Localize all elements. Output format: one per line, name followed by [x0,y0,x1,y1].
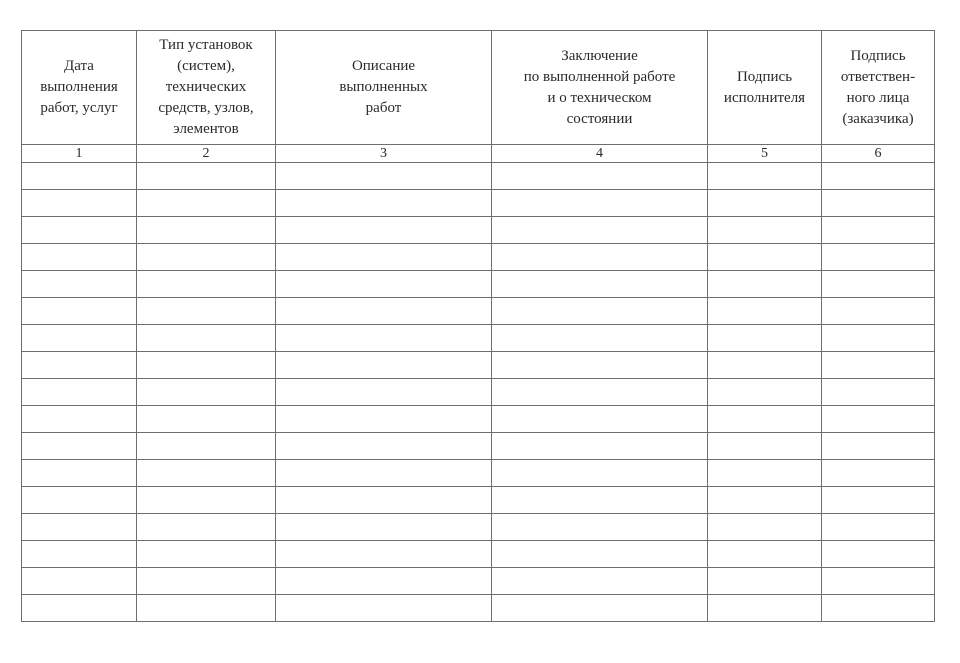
column-number: 5 [708,145,822,163]
empty-cell [492,460,708,487]
empty-cell [22,298,137,325]
empty-cell [22,487,137,514]
empty-cell [492,217,708,244]
empty-cell [708,325,822,352]
empty-cell [276,352,492,379]
empty-cell [822,190,935,217]
empty-cell [22,460,137,487]
empty-cell [276,163,492,190]
empty-cell [822,244,935,271]
empty-cell [708,541,822,568]
empty-cell [276,568,492,595]
empty-cell [492,379,708,406]
empty-cell [137,190,276,217]
empty-cell [137,271,276,298]
header-conclusion: Заключение по выполненной работе и о техническом состоянии [492,31,708,145]
empty-cell [492,298,708,325]
header-equipment-type: Тип установок (систем), технических средств, узлов, элементов [137,31,276,145]
empty-cell [276,514,492,541]
column-number: 4 [492,145,708,163]
empty-cell [822,514,935,541]
column-number: 6 [822,145,935,163]
empty-cell [276,460,492,487]
header-work-description: Описание выполненных работ [276,31,492,145]
empty-cell [276,433,492,460]
empty-cell [276,379,492,406]
empty-cell [822,568,935,595]
empty-cell [708,352,822,379]
empty-cell [822,325,935,352]
empty-cell [276,541,492,568]
empty-cell [22,433,137,460]
empty-cell [708,406,822,433]
empty-cell [708,487,822,514]
empty-cell [708,217,822,244]
empty-cell [22,406,137,433]
empty-cell [22,163,137,190]
empty-cell [137,433,276,460]
table-row [22,406,935,433]
empty-cell [492,433,708,460]
empty-cell [276,595,492,622]
table-row [22,271,935,298]
header-row [22,31,935,145]
table-body [22,163,935,622]
empty-cell [137,541,276,568]
empty-cell [22,217,137,244]
table-row [22,163,935,190]
empty-cell [822,541,935,568]
empty-cell [822,163,935,190]
empty-cell [276,487,492,514]
empty-cell [708,460,822,487]
empty-cell [822,433,935,460]
empty-cell [276,325,492,352]
empty-cell [708,433,822,460]
empty-cell [492,325,708,352]
table-row [22,379,935,406]
table-row [22,244,935,271]
column-number: 3 [276,145,492,163]
empty-cell [822,217,935,244]
column-number: 1 [22,145,137,163]
empty-cell [822,379,935,406]
table-row [22,352,935,379]
empty-cell [492,352,708,379]
empty-cell [708,595,822,622]
empty-cell [822,271,935,298]
empty-cell [22,568,137,595]
empty-cell [137,460,276,487]
table-row [22,595,935,622]
empty-cell [137,595,276,622]
table-row [22,190,935,217]
empty-cell [276,190,492,217]
header-executor-signature: Подпись исполнителя [708,31,822,145]
empty-cell [822,352,935,379]
empty-cell [276,298,492,325]
work-log-table [21,30,935,622]
table-row [22,514,935,541]
empty-cell [137,352,276,379]
empty-cell [22,325,137,352]
empty-cell [708,514,822,541]
empty-cell [22,514,137,541]
empty-cell [708,379,822,406]
empty-cell [492,406,708,433]
empty-cell [137,163,276,190]
empty-cell [492,271,708,298]
empty-cell [822,406,935,433]
empty-cell [137,298,276,325]
header-date: Дата выполнения работ, услуг [22,31,137,145]
empty-cell [492,190,708,217]
empty-cell [822,487,935,514]
column-number-row [22,145,935,163]
empty-cell [22,541,137,568]
empty-cell [276,406,492,433]
empty-cell [22,595,137,622]
table-row [22,541,935,568]
empty-cell [137,244,276,271]
empty-cell [137,379,276,406]
empty-cell [708,163,822,190]
table-row [22,325,935,352]
table-row [22,433,935,460]
empty-cell [276,271,492,298]
empty-cell [492,541,708,568]
empty-cell [492,244,708,271]
empty-cell [708,190,822,217]
empty-cell [822,460,935,487]
empty-cell [492,487,708,514]
table-row [22,298,935,325]
empty-cell [22,190,137,217]
empty-cell [137,325,276,352]
empty-cell [492,568,708,595]
header-customer-signature: Подпись ответствен- ного лица (заказчика) [822,31,935,145]
table-row [22,487,935,514]
empty-cell [492,595,708,622]
empty-cell [137,217,276,244]
empty-cell [708,298,822,325]
empty-cell [708,568,822,595]
empty-cell [492,514,708,541]
table-row [22,568,935,595]
empty-cell [276,217,492,244]
column-number: 2 [137,145,276,163]
empty-cell [822,298,935,325]
empty-cell [22,379,137,406]
empty-cell [708,244,822,271]
empty-cell [822,595,935,622]
empty-cell [137,568,276,595]
empty-cell [22,271,137,298]
empty-cell [137,487,276,514]
empty-cell [708,271,822,298]
table-row [22,460,935,487]
empty-cell [276,244,492,271]
empty-cell [22,352,137,379]
empty-cell [22,244,137,271]
empty-cell [137,406,276,433]
empty-cell [492,163,708,190]
empty-cell [137,514,276,541]
table-row [22,217,935,244]
